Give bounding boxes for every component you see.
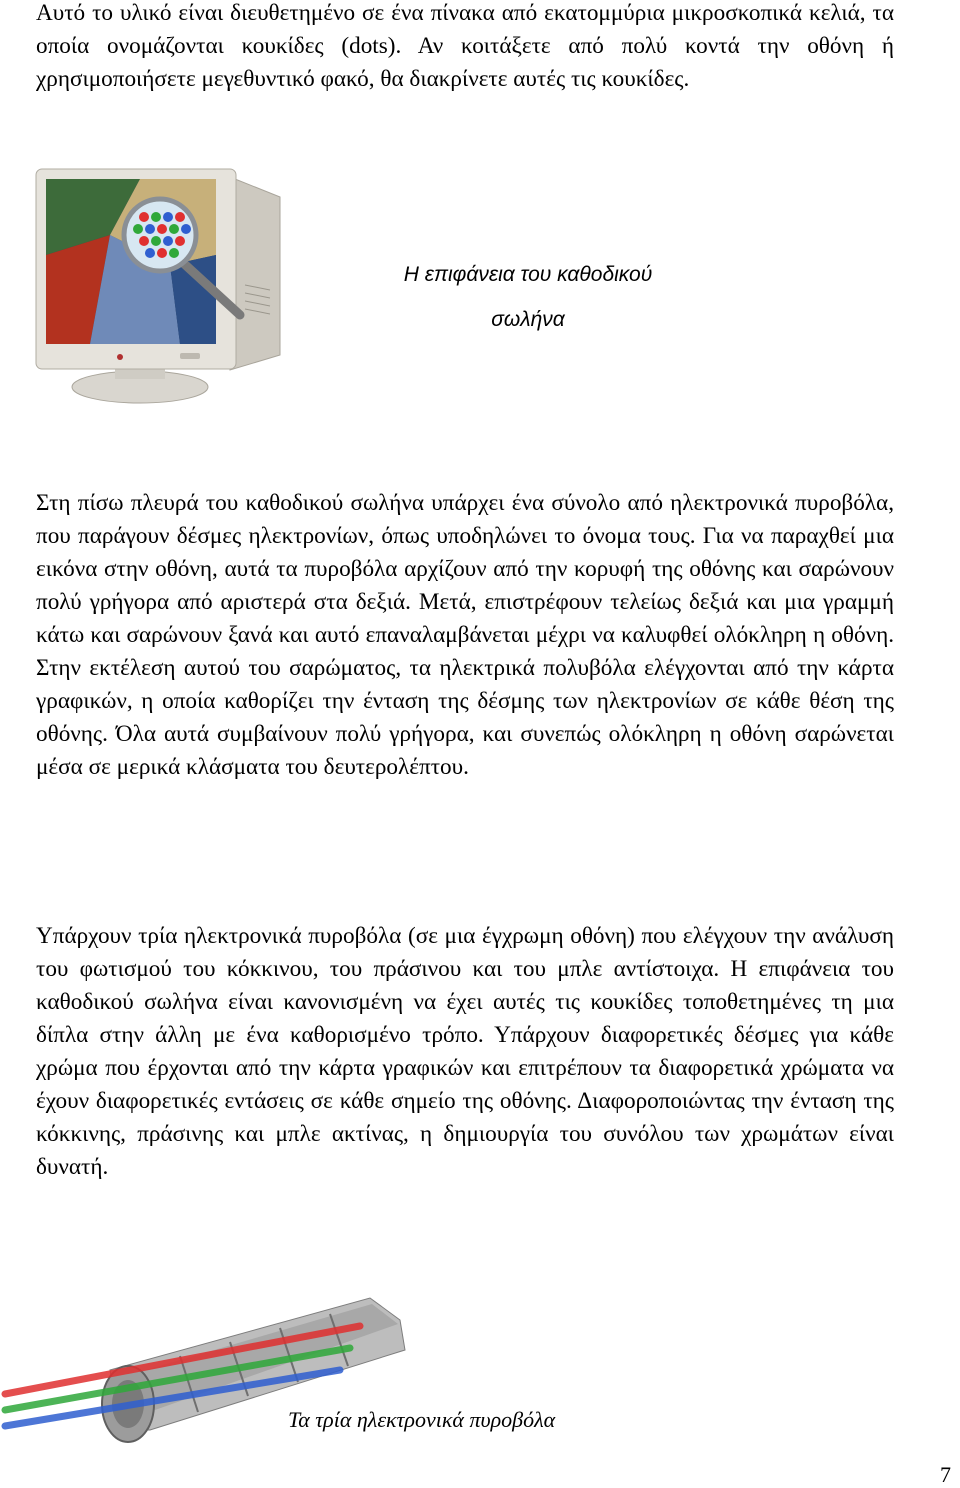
three-guns-paragraph: Υπάρχουν τρία ηλεκτρονικά πυροβόλα (σε μια έγχρωμη οθόνη) που ελέγχουν την ανάλυση του φωτισμού του κόκκινου, του πράσινου και του μπλε αντίστοιχα. Η επιφάνεια του καθοδικού σωλήνα είναι κανονισμένη να έχει αυτές τις κουκίδες τοποθετημένες τη μια δίπλα στην άλλη με ένα καθορισμένο τρόπο. Υπάρχουν διαφορετικές δέσμες για κάθε χρώμα που έρχονται από την κάρτα γραφικών και επιτρέπουν τα διαφορετικά χρώματα να έχουν διαφορετικές εντάσεις σε κάθε σημείο της οθόνης. Διαφοροποιώντας την ένταση της κόκκινης, πράσινης και μπλε ακτίνας, η δημιουργία του συνόλου των χρωμάτων είναι δυνατή. xyxy=(36,923,894,1180)
intro-paragraph: Αυτό το υλικό είναι διευθετημένο σε ένα πίνακα από εκατομμύρια μικροσκοπικά κελιά, τα οποία ονομάζονται κουκίδες (dots). Αν κοιτάξετε από πολύ κοντά την οθόνη ή χρησιμοποιήσετε μεγεθυντικό φακό, θα διακρίνετε αυτές τις κουκίδες. xyxy=(36,0,894,92)
electron-guns-paragraph: Στη πίσω πλευρά του καθοδικού σωλήνα υπάρχει ένα σύνολο από ηλεκτρονικά πυροβόλα, που παράγουν δέσμες ηλεκτρονίων, όπως υποδηλώνει το όνομα τους. Για να παραχθεί μια εικόνα στην οθόνη, αυτά τα πυροβόλα αρχίζουν από την κορυφή της οθόνης και σαρώνουν πολύ γρήγορα από αριστερά στα δεξιά. Μετά, επιστρέφουν τελείως δεξιά και μια γραμμή κάτω και σαρώνουν ξανά και αυτό επαναλαμβάνεται μέχρι να καλυφθεί ολόκληρη η οθόνη. Στην εκτέλεση αυτού του σαρώματος, τα ηλεκτρικά πολυβόλα ελέγχονται από την κάρτα γραφικών, η οποία καθορίζει την ένταση της δέσμης των ηλεκτρονίων σε κάθε θέση της οθόνης. Όλα αυτά συμβαίνουν πολύ γρήγορα, και συνεπώς ολόκληρη η οθόνη σαρώνεται μέσα σε μερικά κλάσματα του δευτερολέπτου. xyxy=(36,490,894,780)
monitor-side-casing xyxy=(230,177,280,370)
figure2-caption: Τα τρία ηλεκτρονικά πυροβόλα xyxy=(288,1407,556,1432)
crt-monitor-illustration xyxy=(30,165,290,410)
page-number: 7 xyxy=(940,1462,951,1487)
figure1-caption-line2: σωλήνα xyxy=(491,308,565,331)
figure1-caption-line1: Η επιφάνεια του καθοδικού xyxy=(403,263,653,286)
